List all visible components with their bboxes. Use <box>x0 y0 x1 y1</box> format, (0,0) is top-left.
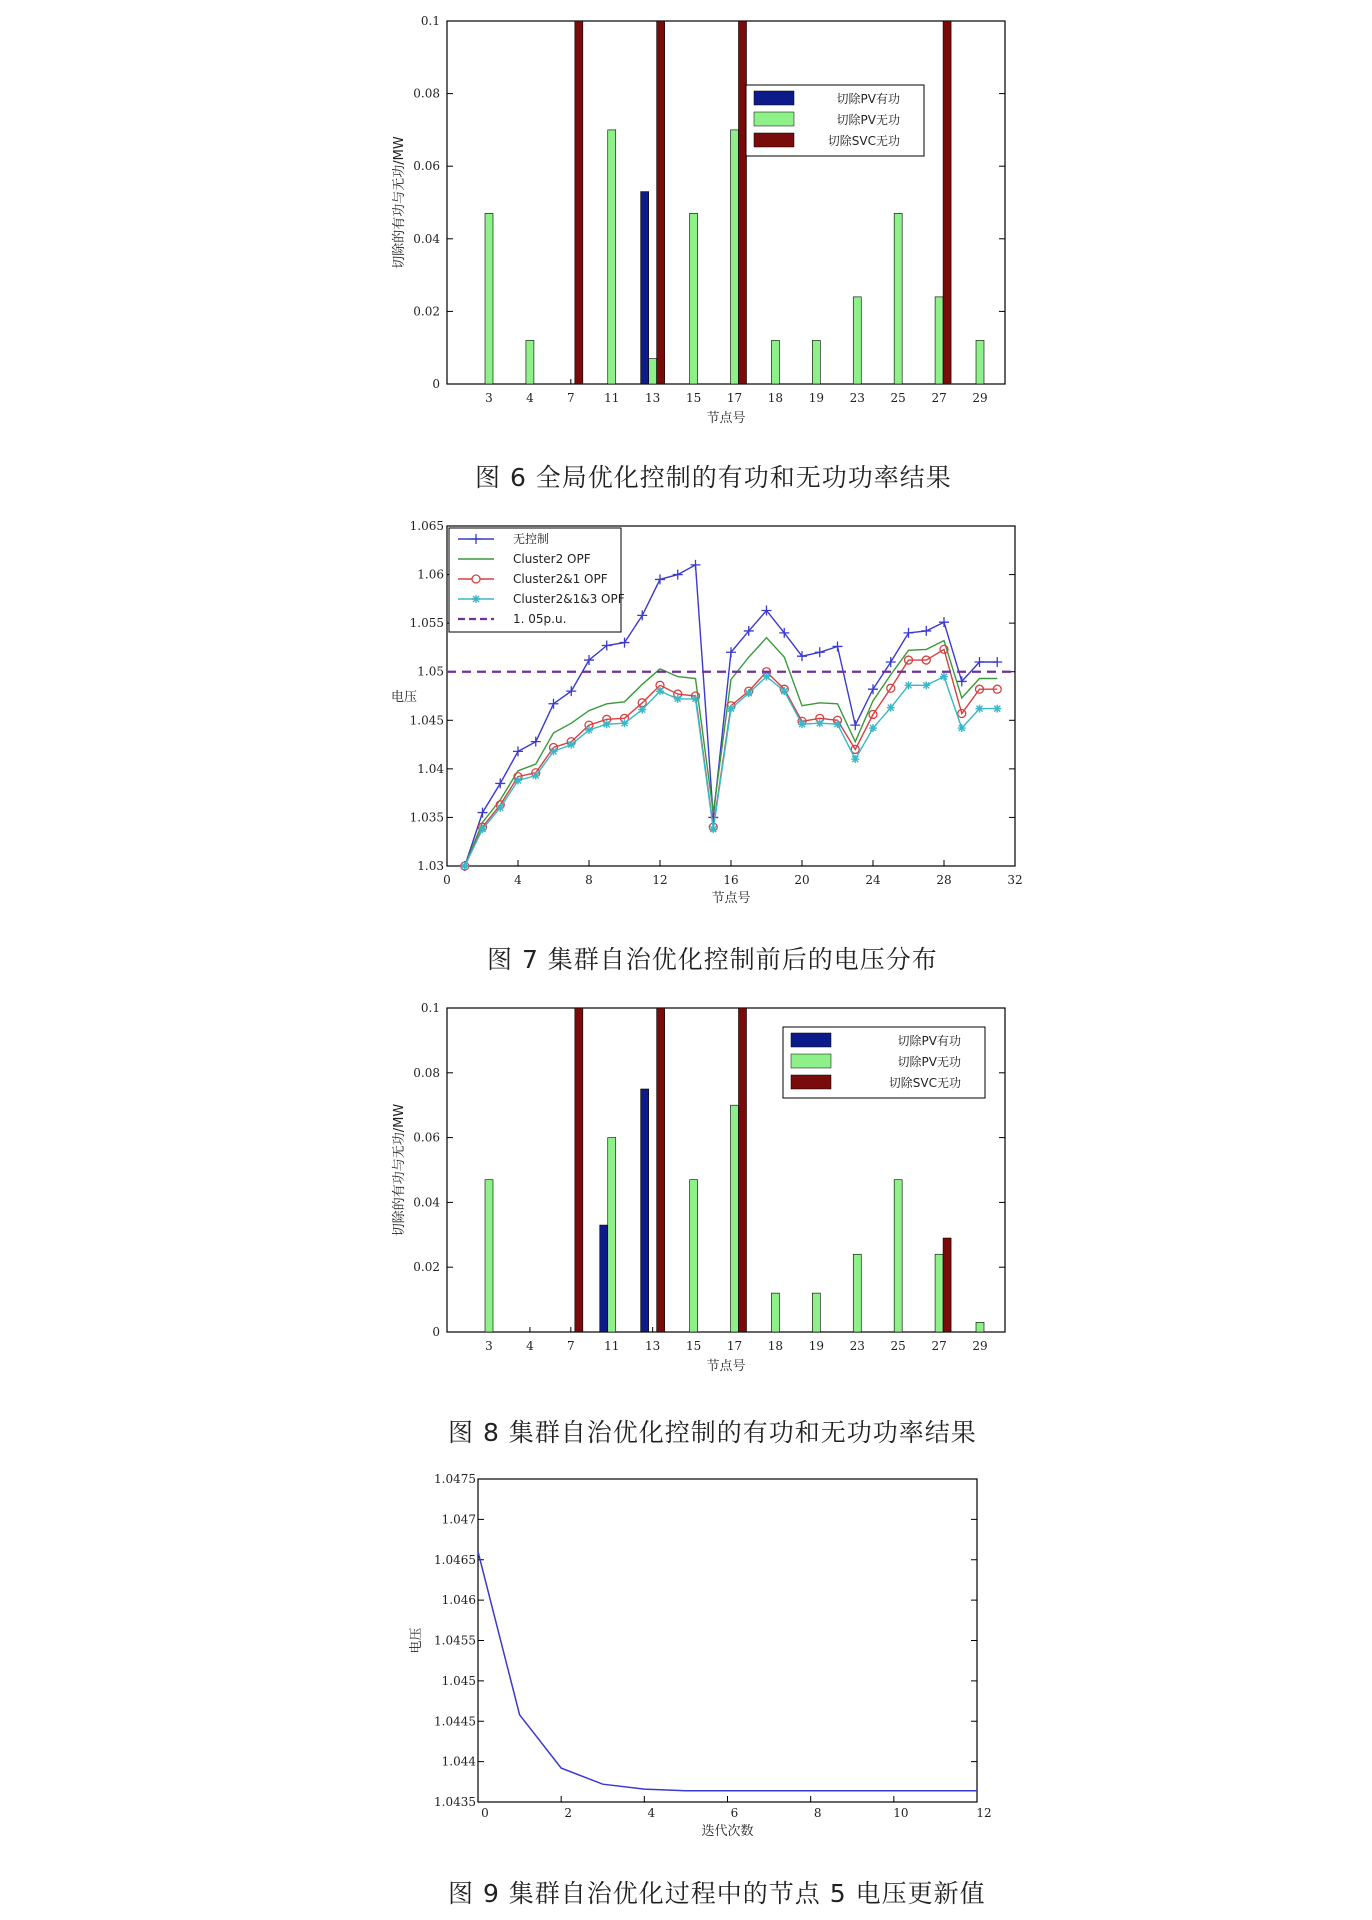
chart-3 <box>408 1472 992 1839</box>
figure-7-caption: 图 7 集群自治优化控制前后的电压分布 <box>487 945 938 974</box>
bar <box>935 297 943 384</box>
x-tick-label: 12 <box>652 873 668 887</box>
y-tick-label: 0.1 <box>420 14 440 28</box>
legend-swatch <box>754 133 794 147</box>
bar <box>894 213 902 384</box>
x-tick-label: 15 <box>685 391 702 405</box>
data-point <box>674 695 682 703</box>
y-tick-label: 1.047 <box>441 1512 476 1527</box>
y-tick-label: 1.04 <box>417 761 444 776</box>
bar <box>690 213 698 384</box>
data-point <box>798 720 806 728</box>
data-point <box>727 705 735 713</box>
data-point <box>905 681 913 689</box>
data-point <box>620 638 630 648</box>
y-axis-label: 切除的有功与无功/MW <box>392 1103 407 1237</box>
bar <box>935 1254 943 1332</box>
x-tick-label: 24 <box>865 873 881 887</box>
legend-swatch <box>791 1054 831 1068</box>
bar <box>894 1180 902 1332</box>
x-tick-label: 0 <box>443 873 451 887</box>
data-point <box>550 747 558 755</box>
data-point <box>673 570 683 580</box>
x-tick-label: 29 <box>972 1339 988 1353</box>
bar <box>812 1293 820 1332</box>
legend-label: 切除SVC无功 <box>888 1076 961 1090</box>
legend <box>746 85 924 156</box>
data-point <box>851 755 859 763</box>
x-tick-label: 7 <box>567 1339 575 1353</box>
x-tick-label: 0 <box>481 1806 489 1820</box>
bar <box>641 192 649 384</box>
y-tick-label: 0.02 <box>413 1260 440 1275</box>
figure-8-caption: 图 8 集群自治优化控制的有功和无功功率结果 <box>448 1418 977 1447</box>
x-tick-label: 20 <box>794 873 810 887</box>
legend-swatch <box>791 1075 831 1089</box>
y-axis-label: 切除的有功与无功/MW <box>392 136 407 269</box>
y-tick-label: 1.046 <box>441 1593 476 1608</box>
x-tick-label: 19 <box>808 1339 824 1353</box>
y-tick-label: 1.065 <box>409 519 444 533</box>
y-tick-label: 0.06 <box>413 159 440 174</box>
data-point <box>585 726 593 734</box>
series-path <box>478 1552 977 1791</box>
data-point <box>958 724 966 732</box>
bar <box>943 21 951 384</box>
x-tick-label: 3 <box>485 1339 493 1353</box>
x-tick-label: 19 <box>808 391 824 405</box>
x-tick-label: 18 <box>767 1339 784 1353</box>
x-tick-label: 32 <box>1007 873 1023 887</box>
y-axis-label: 电压 <box>409 1627 424 1654</box>
data-point <box>815 647 825 657</box>
bar <box>943 1238 951 1332</box>
x-axis-label: 迭代次数 <box>701 1824 754 1839</box>
data-point <box>869 724 877 732</box>
legend-label: 切除SVC无功 <box>827 134 900 148</box>
data-point <box>479 825 487 833</box>
y-tick-label: 1.0475 <box>434 1472 476 1486</box>
y-tick-label: 1.06 <box>417 567 444 582</box>
y-tick-label: 0 <box>432 377 440 391</box>
bar <box>641 1089 649 1332</box>
y-tick-label: 0 <box>432 1325 440 1339</box>
data-point <box>692 695 700 703</box>
data-point <box>549 699 559 709</box>
bar <box>575 1008 583 1332</box>
bar <box>731 130 739 384</box>
data-point <box>904 628 914 638</box>
bar <box>771 1293 779 1332</box>
legend-label: Cluster2 OPF <box>513 552 591 566</box>
y-tick-label: 1.0435 <box>434 1795 476 1809</box>
bar <box>649 359 657 384</box>
data-point <box>709 825 717 833</box>
y-tick-label: 0.08 <box>413 1065 440 1080</box>
legend-swatch <box>754 91 794 105</box>
x-tick-label: 25 <box>890 391 906 405</box>
data-point <box>691 560 701 570</box>
x-tick-label: 8 <box>585 873 593 887</box>
x-tick-label: 10 <box>893 1806 909 1820</box>
x-tick-label: 23 <box>849 1339 865 1353</box>
data-point <box>495 778 505 788</box>
chart-1 <box>391 519 1023 906</box>
plot-frame <box>447 21 1005 384</box>
x-tick-label: 7 <box>567 391 575 405</box>
x-tick-label: 27 <box>931 391 947 405</box>
y-tick-label: 1.044 <box>441 1754 476 1769</box>
y-tick-label: 1.055 <box>409 616 444 631</box>
x-tick-label: 6 <box>730 1806 739 1820</box>
data-point <box>976 705 984 713</box>
y-tick-label: 0.04 <box>413 1195 440 1210</box>
y-tick-label: 1.045 <box>409 713 444 728</box>
x-tick-label: 23 <box>849 391 865 405</box>
x-tick-label: 4 <box>526 1339 534 1353</box>
y-tick-label: 1.0445 <box>434 1714 476 1729</box>
y-tick-label: 1.05 <box>417 664 444 679</box>
data-point <box>763 673 771 681</box>
y-tick-label: 1.045 <box>441 1673 476 1688</box>
x-tick-label: 13 <box>645 391 661 405</box>
data-point <box>603 720 611 728</box>
legend-label: 1. 05p.u. <box>513 612 567 626</box>
chart-2 <box>392 1001 1005 1374</box>
bar <box>739 1008 747 1332</box>
data-point <box>531 737 541 747</box>
x-tick-label: 15 <box>685 1339 702 1353</box>
figure-6-caption: 图 6 全局优化控制的有功和无功功率结果 <box>475 463 952 492</box>
x-tick-label: 25 <box>890 1339 906 1353</box>
data-point <box>745 689 753 697</box>
data-point <box>708 812 718 822</box>
x-tick-label: 17 <box>726 391 743 405</box>
data-point <box>514 777 522 785</box>
x-tick-label: 13 <box>645 1339 661 1353</box>
data-point <box>478 808 488 818</box>
legend-label: Cluster2&1 OPF <box>513 572 608 586</box>
data-point <box>921 626 931 636</box>
bar <box>608 1138 616 1332</box>
data-point <box>922 681 930 689</box>
bar <box>739 21 747 384</box>
y-tick-label: 1.0455 <box>434 1633 476 1648</box>
data-point <box>939 617 949 627</box>
legend <box>449 528 625 632</box>
data-point <box>940 673 948 681</box>
x-tick-label: 4 <box>526 391 534 405</box>
data-point <box>992 657 1002 667</box>
figure-9-caption: 图 9 集群自治优化过程中的节点 5 电压更新值 <box>448 1879 986 1908</box>
data-point <box>532 772 540 780</box>
data-point <box>816 719 824 727</box>
data-point <box>656 687 664 695</box>
x-tick-label: 3 <box>485 391 493 405</box>
bar <box>485 213 493 384</box>
x-axis-label: 节点号 <box>706 1359 746 1374</box>
y-tick-label: 0.06 <box>413 1130 440 1145</box>
y-axis-label: 电压 <box>390 690 418 705</box>
bar <box>731 1105 739 1332</box>
legend-swatch <box>791 1033 831 1047</box>
chart-0 <box>392 14 1005 426</box>
x-tick-label: 8 <box>813 1806 822 1820</box>
x-axis-label: 节点号 <box>706 411 746 426</box>
y-tick-label: 1.0465 <box>434 1552 476 1567</box>
x-tick-label: 11 <box>604 391 620 405</box>
bar <box>657 1008 665 1332</box>
data-point <box>993 705 1001 713</box>
y-tick-label: 0.08 <box>413 86 440 101</box>
data-point <box>637 610 647 620</box>
data-point <box>638 706 646 714</box>
bar <box>771 340 779 384</box>
x-tick-label: 18 <box>767 391 784 405</box>
data-point <box>868 684 878 694</box>
bar <box>853 1254 861 1332</box>
bar <box>657 21 665 384</box>
x-tick-label: 4 <box>514 873 522 887</box>
bar <box>600 1225 608 1332</box>
legend-label: Cluster2&1&3 OPF <box>513 592 625 606</box>
bar <box>485 1180 493 1332</box>
legend-label: 切除PV无功 <box>836 113 900 127</box>
x-tick-label: 16 <box>723 873 739 887</box>
bar <box>853 297 861 384</box>
x-tick-label: 2 <box>564 1806 572 1820</box>
y-tick-label: 0.1 <box>420 1001 440 1015</box>
y-tick-label: 0.02 <box>413 304 440 319</box>
bar <box>812 340 820 384</box>
data-point <box>621 719 629 727</box>
bar <box>526 340 534 384</box>
legend-label: 切除PV有功 <box>897 1034 961 1048</box>
x-tick-label: 29 <box>972 391 988 405</box>
bar <box>976 1322 984 1332</box>
data-point <box>567 741 575 749</box>
plot-frame <box>478 1479 977 1802</box>
data-point <box>780 687 788 695</box>
legend <box>783 1027 985 1098</box>
legend-marker <box>472 595 480 603</box>
data-point <box>833 641 843 651</box>
x-axis-label: 节点号 <box>711 891 751 906</box>
legend-marker <box>472 575 480 583</box>
x-tick-label: 17 <box>726 1339 743 1353</box>
bar <box>690 1180 698 1332</box>
data-point <box>566 686 576 696</box>
x-tick-label: 11 <box>604 1339 620 1353</box>
data-point <box>655 574 665 584</box>
x-tick-label: 27 <box>931 1339 947 1353</box>
y-tick-label: 0.04 <box>413 231 440 246</box>
x-tick-label: 12 <box>976 1806 992 1820</box>
bar <box>976 340 984 384</box>
bar <box>608 130 616 384</box>
x-tick-label: 28 <box>936 873 952 887</box>
data-point <box>461 862 469 870</box>
legend-label: 切除PV无功 <box>897 1055 961 1069</box>
y-tick-label: 1.035 <box>409 810 444 825</box>
legend-label: 切除PV有功 <box>836 92 900 106</box>
data-point <box>886 657 896 667</box>
data-point <box>887 704 895 712</box>
data-point <box>850 720 860 730</box>
data-point <box>513 746 523 756</box>
x-tick-label: 4 <box>647 1806 656 1820</box>
data-point <box>496 804 504 812</box>
bar <box>575 21 583 384</box>
legend-swatch <box>754 112 794 126</box>
data-point <box>834 720 842 728</box>
y-tick-label: 1.03 <box>417 859 444 873</box>
legend-label: 无控制 <box>513 532 550 546</box>
